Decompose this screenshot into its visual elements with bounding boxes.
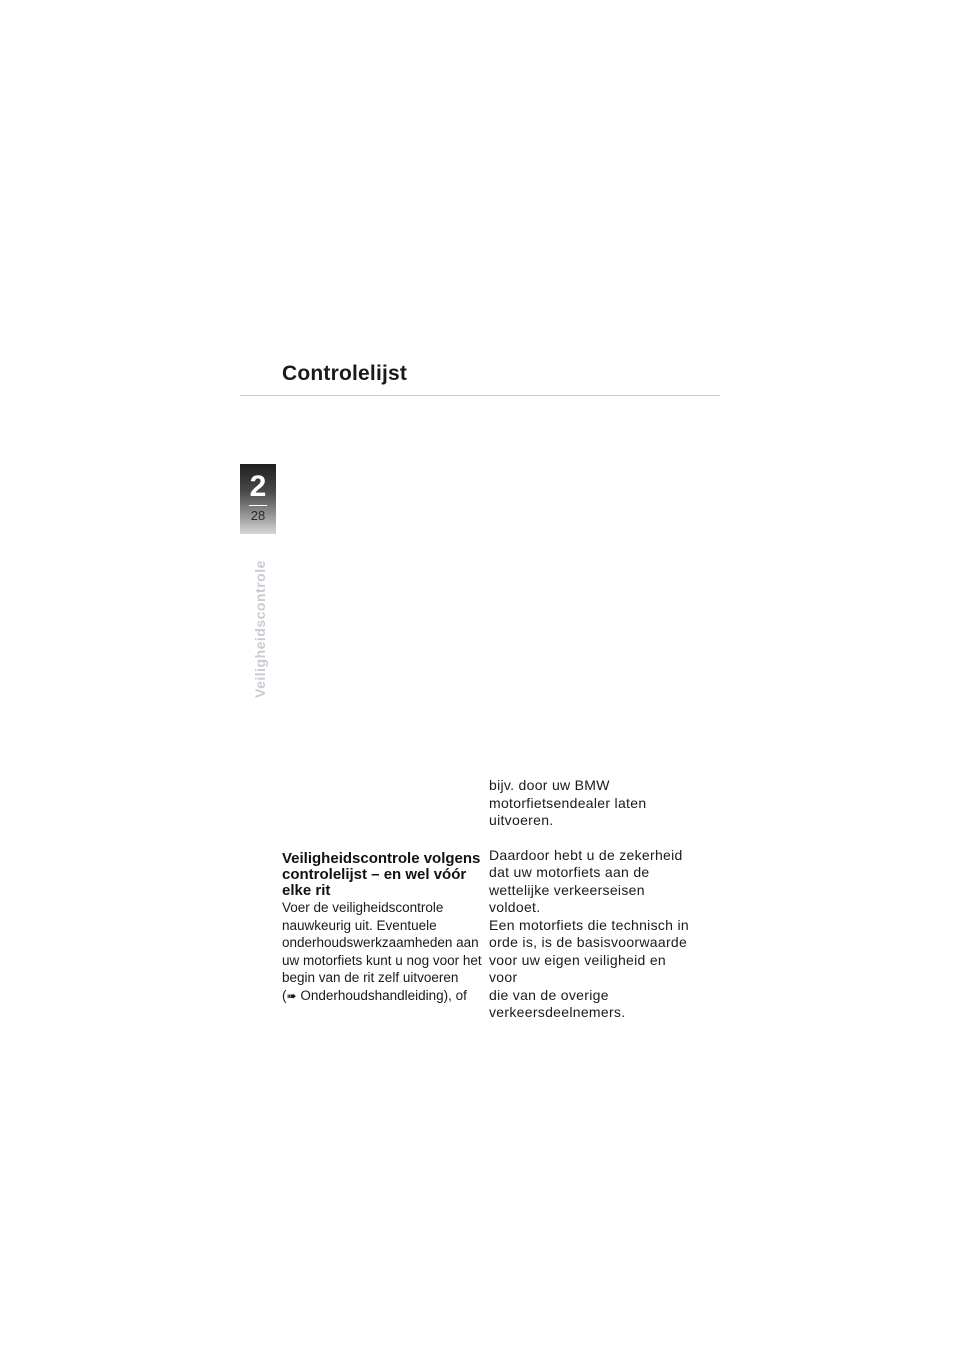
body-line: verkeersdeelnemers. (489, 1004, 626, 1020)
reference-line (282, 987, 482, 1006)
body-line: die van de overige (489, 986, 609, 1003)
reference-text: Onderhoudshandleiding), of (296, 987, 467, 1003)
body-line: dat uw motorfiets aan de (489, 864, 650, 880)
right-column (489, 777, 694, 1022)
body-line: Daardoor hebt u de zekerheid (489, 846, 683, 863)
body-line: motorfietsendealer laten (489, 794, 647, 811)
body-line: begin van de rit zelf uitvoeren (282, 970, 459, 985)
title-divider (240, 395, 720, 396)
reference-open-paren: ( (282, 987, 287, 1003)
body-line: orde is, is de basisvoorwaarde (489, 934, 688, 950)
body-line: voldoet. (489, 899, 541, 915)
section-heading: Veiligheidscontrole volgens controlelijst – en wel vóór elke rit (282, 850, 481, 899)
page-title: Controlelijst (282, 362, 408, 385)
body-line: bijv. door uw BMW (489, 777, 610, 793)
paragraph-gap (489, 830, 694, 847)
left-column (282, 851, 482, 1005)
body-line: nauwkeurig uit. Eventuele (282, 917, 437, 933)
body-line: Een motorfiets die technisch in (489, 916, 689, 933)
chapter-number: 2 (249, 470, 267, 503)
body-line: wettelijke verkeerseisen (489, 881, 645, 898)
arrow-right-icon: ➠ (286, 988, 297, 1003)
chapter-divider (249, 505, 267, 506)
body-line: uitvoeren. (489, 812, 554, 828)
body-line: voor uw eigen veiligheid en voor (489, 951, 666, 985)
section-side-label: Veiligheidscontrole (252, 560, 268, 698)
chapter-tab (240, 464, 276, 534)
body-line: onderhoudswerkzaamheden aan (282, 935, 479, 950)
page-number: 28 (250, 508, 266, 523)
body-line: uw motorfiets kunt u nog voor het (282, 952, 482, 968)
body-line: Voer de veiligheidscontrole (282, 900, 444, 915)
